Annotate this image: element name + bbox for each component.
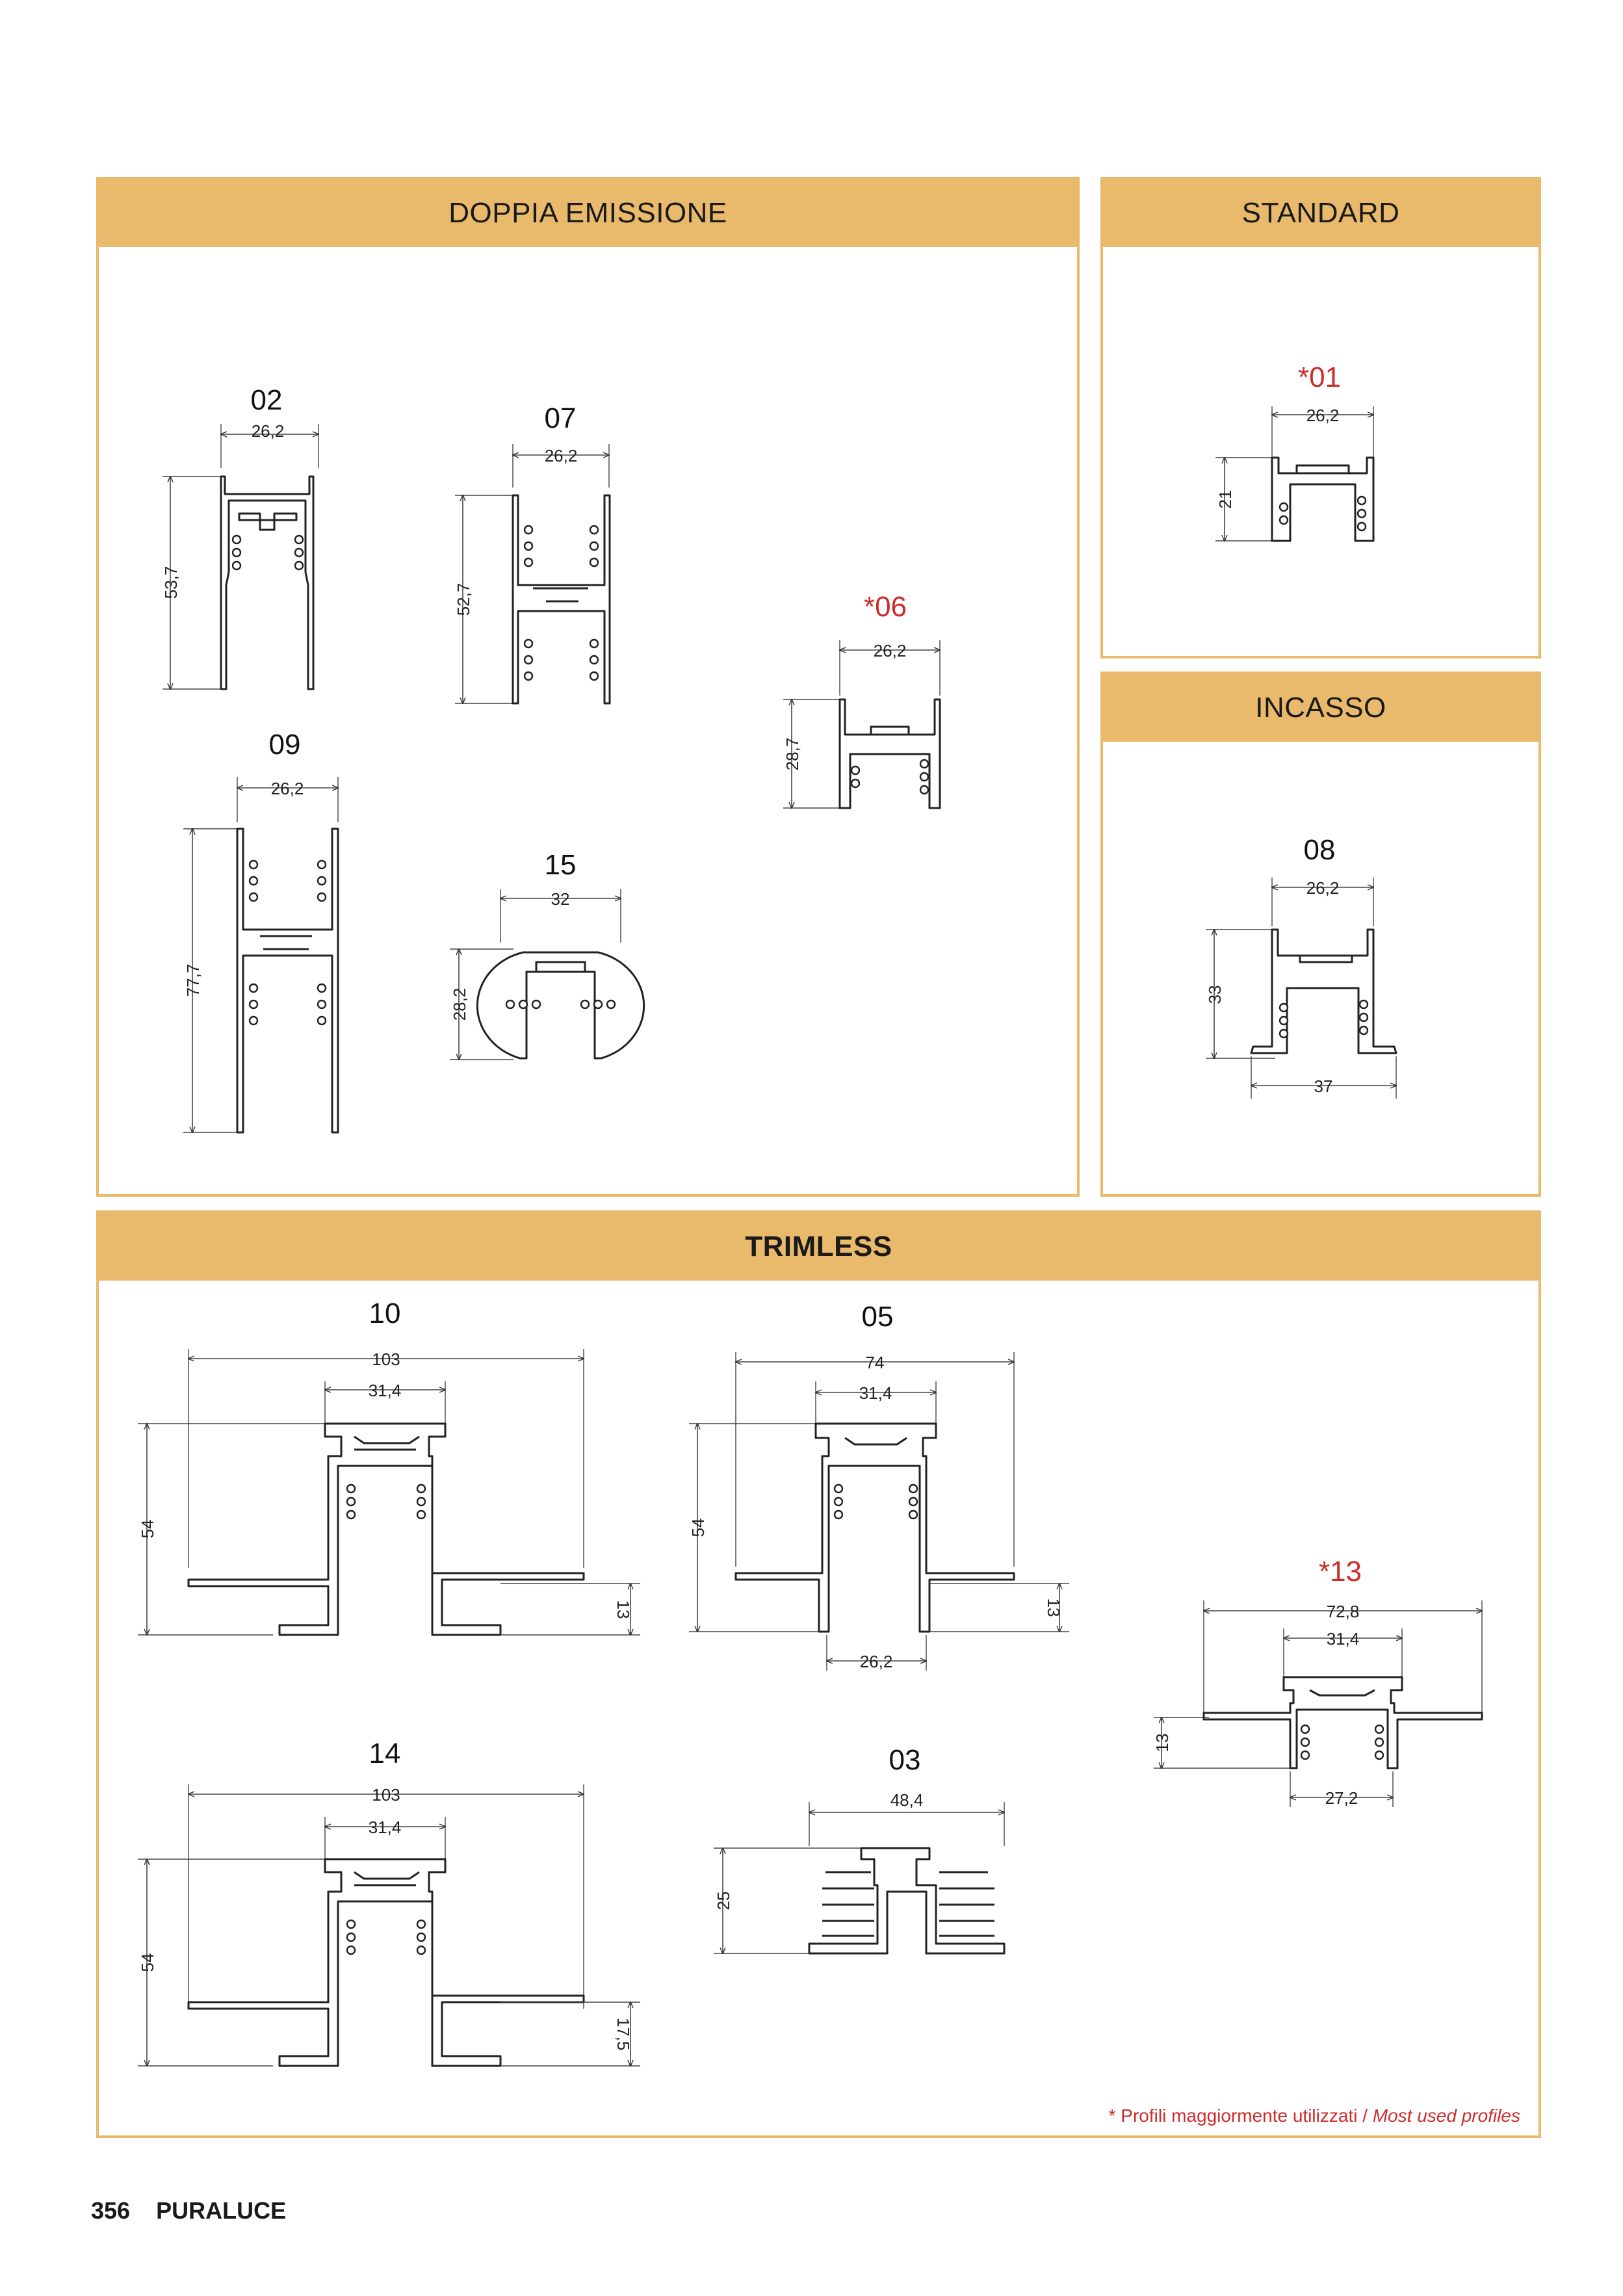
code-06: *06 — [863, 591, 907, 623]
code-09: 09 — [268, 729, 301, 761]
dim-10-total: 103 — [372, 1350, 400, 1369]
dim-06-height: 28,7 — [783, 737, 802, 771]
dim-08-width: 26,2 — [1306, 878, 1340, 898]
dim-13-total: 72,8 — [1326, 1602, 1360, 1621]
code-14: 14 — [369, 1738, 401, 1769]
dim-14-height: 54 — [138, 1953, 157, 1972]
footnote-italic: Most used profiles — [1372, 2106, 1520, 2126]
footnote-text: * Profili maggiormente utilizzati / — [1108, 2106, 1373, 2126]
profile-03 — [714, 1744, 1004, 1953]
profile-05 — [688, 1301, 1069, 1671]
section-title-incasso: INCASSO — [1103, 674, 1539, 742]
profile-01 — [1215, 361, 1373, 541]
profile-07 — [454, 402, 610, 703]
section-title-doppia: DOPPIA EMISSIONE — [99, 179, 1077, 247]
dim-07-height: 52,7 — [454, 582, 473, 616]
dim-08-height: 33 — [1205, 985, 1225, 1004]
profile-15 — [450, 849, 644, 1060]
code-03: 03 — [889, 1744, 921, 1776]
dim-05-bottom: 26,2 — [859, 1652, 893, 1671]
dim-02-width: 26,2 — [251, 421, 285, 441]
dim-05-height: 54 — [688, 1518, 708, 1537]
dim-05-inner: 31,4 — [859, 1383, 892, 1403]
dim-05-total: 74 — [865, 1353, 885, 1372]
dim-06-width: 26,2 — [873, 641, 907, 660]
dim-15-width: 32 — [551, 889, 570, 909]
dim-10-height: 54 — [138, 1519, 157, 1539]
dim-13-bottom: 27,2 — [1325, 1788, 1358, 1808]
dim-07-width: 26,2 — [544, 446, 578, 465]
dim-01-width: 26,2 — [1306, 406, 1340, 425]
profile-13 — [1152, 1556, 1482, 1808]
profile-06 — [783, 591, 940, 808]
profile-08 — [1205, 834, 1396, 1099]
code-07: 07 — [544, 402, 577, 434]
code-08: 08 — [1303, 834, 1336, 866]
dim-08-base: 37 — [1314, 1076, 1333, 1096]
code-05: 05 — [861, 1301, 894, 1333]
dim-09-width: 26,2 — [270, 779, 304, 798]
dim-05-flange: 13 — [1044, 1598, 1063, 1617]
dim-15-height: 28,2 — [450, 987, 469, 1021]
profile-02 — [161, 384, 318, 689]
dim-03-height: 25 — [714, 1891, 733, 1911]
dim-13-inner: 31,4 — [1326, 1629, 1360, 1649]
code-02: 02 — [250, 384, 283, 416]
dim-02-height: 53,7 — [161, 566, 181, 599]
profile-10 — [138, 1298, 640, 1635]
dim-03-width: 48,4 — [890, 1790, 924, 1810]
dim-14-total: 103 — [372, 1785, 400, 1805]
dim-10-flange: 13 — [614, 1600, 633, 1619]
section-title-standard: STANDARD — [1103, 179, 1539, 247]
profile-09 — [183, 729, 338, 1132]
profile-14 — [138, 1738, 640, 2066]
brand-name: PURALUCE — [156, 2197, 287, 2224]
dim-13-height: 13 — [1152, 1733, 1172, 1753]
section-title-trimless: TRIMLESS — [99, 1213, 1539, 1281]
dim-14-flange: 17,5 — [614, 2017, 633, 2051]
dim-14-inner: 31,4 — [368, 1818, 402, 1837]
page-number: 356 — [91, 2197, 131, 2224]
code-01: *01 — [1297, 361, 1342, 393]
dim-09-height: 77,7 — [183, 963, 203, 997]
page-footer — [91, 2197, 312, 2224]
dim-10-inner: 31,4 — [368, 1381, 402, 1400]
code-15: 15 — [544, 849, 577, 881]
code-13: *13 — [1318, 1556, 1362, 1587]
code-10: 10 — [369, 1298, 401, 1329]
dim-01-height: 21 — [1215, 489, 1235, 509]
